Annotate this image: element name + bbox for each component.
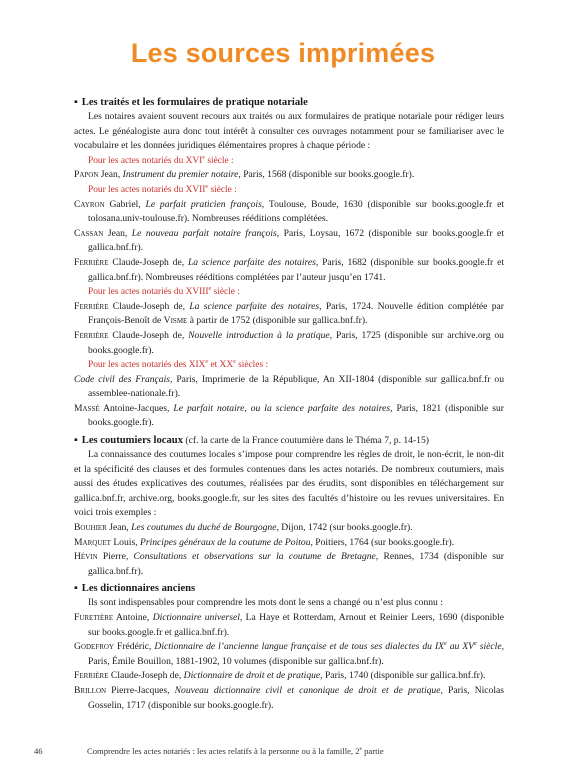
section-note: (cf. la carte de la France coutumière dans le Théma 7, p. 14-15) xyxy=(183,435,429,447)
main-content xyxy=(74,95,504,713)
section-heading-dictionnaires xyxy=(74,581,504,596)
page-title: Les sources imprimées xyxy=(130,38,436,68)
section-heading-text: Les coutumiers locaux xyxy=(81,435,183,447)
section-heading-coutumiers xyxy=(74,433,504,448)
period-label-16: Pour les actes notariés du XVIe siècle : xyxy=(88,154,234,166)
section-heading-text: Les traités et les formulaires de pratique notariale xyxy=(81,97,308,108)
section-intro: La connaissance des coutumes locales s’impose pour comprendre les règles de droit, le non-écrit, le non-dit et la spécificité des clauses et des formules contenues dans les actes notariés. De nombreux coutumiers, mais aussi des études explicatives des coutumes, réalisées par des érudits, sont disponibles en téléchargement sur gallica.bnf.fr, archive.org, books.google.fr, sur les sites des facultés d’histoire ou les revues universitaires. En voici trois exemples : xyxy=(74,449,504,519)
page-number: 46 xyxy=(34,746,43,756)
reference-entry: Code civil des Français, Paris, Imprimerie de la République, An XII-1804 (disponible sur gallica.bnf.fr ou assemblee-nationale.fr). xyxy=(74,373,504,400)
section-heading-traites xyxy=(74,95,504,110)
reference-entry: Ferrière Claude-Joseph de, La science parfaite des notaires, Paris, 1724. Nouvelle édition complétée par François-Benoît de Visme à partir de 1752 (disponible sur gallica.bnf.fr). xyxy=(74,300,504,327)
reference-entry: Ferrière Claude-Joseph de, La science parfaite des notaires, Paris, 1682 (disponible sur books.google.fr et gallica.bnf.fr). Nombreuses rééditions complétées par l’auteur jusqu’en 1741. xyxy=(74,256,504,283)
section-heading-text: Les dictionnaires anciens xyxy=(81,583,196,595)
period-label-17: Pour les actes notariés du XVIIe siècle : xyxy=(88,183,237,195)
reference-entry: Hévin Pierre, Consultations et observations sur la coutume de Bretagne, Rennes, 1734 (disponible sur gallica.bnf.fr). xyxy=(74,551,504,577)
section-intro: Ils sont indispensables pour comprendre les mots dont le sens a changé ou n’est plus connu : xyxy=(88,597,443,609)
reference-entry: Marquet Louis, Principes généraux de la coutume de Poitou, Poitiers, 1764 (sur books.google.fr). xyxy=(74,536,455,548)
reference-entry: Brillon Pierre-Jacques, Nouveau dictionnaire civil et canonique de droit et de pratique, Paris, Nicolas Gosselin, 1717 (disponible sur books.google.fr). xyxy=(74,684,504,711)
period-label-19-20: Pour les actes notariés des XIXe et XXe siècles : xyxy=(88,358,269,371)
section-intro: Les notaires avaient souvent recours aux traités ou aux formulaires de pratique notariale pour rédiger leurs actes. Le généalogiste aura donc tout intérêt à consulter ces ouvrages notamment pour se familiariser avec le vocabulaire et les données juridiques élémentaires propres à chaque période : xyxy=(74,111,504,152)
reference-entry: Cassan Jean, Le nouveau parfait notaire françois, Paris, Loysau, 1672 (disponible sur books.google.fr et gallica.bnf.fr). xyxy=(74,227,504,254)
reference-entry: Furetière Antoine, Dictionnaire universel, La Haye et Rotterdam, Arnout et Reinier Leers, 1690 (disponible sur books.google.fr et gallica.bnf.fr). xyxy=(74,612,504,638)
reference-entry: Papon Jean, Instrument du premier notaire, Paris, 1568 (disponible sur books.google.fr). xyxy=(74,169,415,181)
bullet-icon: ▪ xyxy=(74,583,78,595)
running-footer: Comprendre les actes notariés : les actes relatifs à la personne ou à la famille, 2e partie xyxy=(87,746,384,756)
reference-entry: Ferrière Claude-Joseph de, Nouvelle introduction à la pratique, Paris, 1725 (disponible sur archive.org ou books.google.fr). xyxy=(74,329,504,356)
reference-entry: Godefroy Frédéric, Dictionnaire de l’ancienne langue française et de tous ses dialectes du IXe au XVe siècle, Paris, Émile Bouillon, 1881-1902, 10 volumes (disponible sur gallica.bnf.fr). xyxy=(74,641,504,667)
reference-entry: Bouhier Jean, Les coutumes du duché de Bourgogne, Dijon, 1742 (sur books.google.fr). xyxy=(74,522,413,534)
bullet-icon: ▪ xyxy=(74,97,78,108)
period-label-18: Pour les actes notariés du XVIIIe siècle : xyxy=(88,286,240,298)
bullet-icon: ▪ xyxy=(74,435,78,447)
reference-entry: Cayron Gabriel, Le parfait praticien françois, Toulouse, Boude, 1630 (disponible sur books.google.fr et tolosana.univ-toulouse.fr). Nombreuses rééditions complétées. xyxy=(74,198,504,225)
reference-entry: Ferrière Claude-Joseph de, Dictionnaire de droit et de pratique, Paris, 1740 (disponible sur gallica.bnf.fr). xyxy=(74,670,486,682)
reference-entry: Massé Antoine-Jacques, Le parfait notaire, ou la science parfaite des notaires, Paris, 1821 (disponible sur books.google.fr). xyxy=(74,402,504,429)
